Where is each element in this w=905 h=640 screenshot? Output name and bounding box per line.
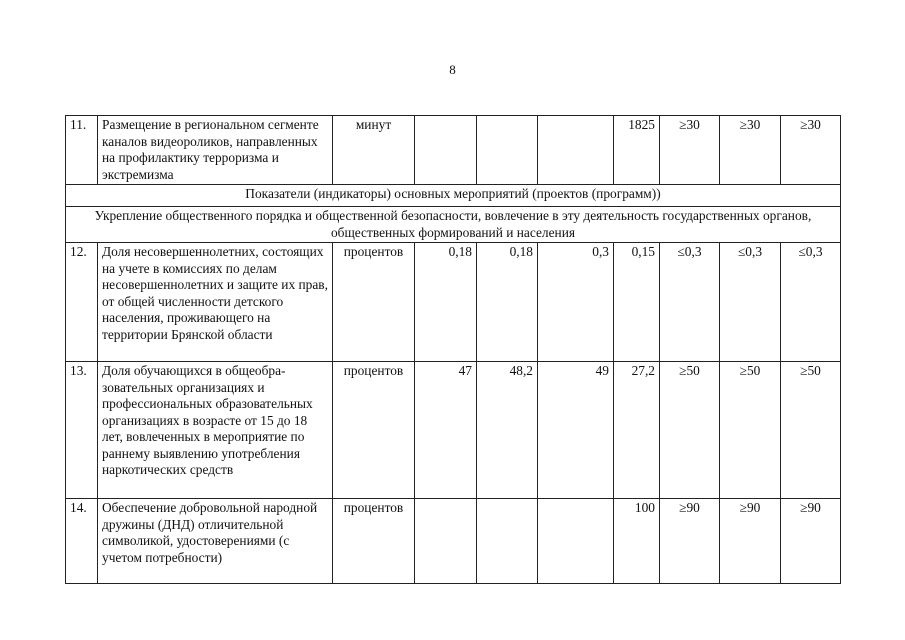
target-cell: ≥30 bbox=[781, 116, 841, 185]
value-cell: 100 bbox=[614, 499, 660, 584]
section-title: Показатели (индикаторы) основных мероприятий (проектов (программ)) bbox=[66, 185, 841, 207]
section-subtitle-row bbox=[66, 207, 841, 243]
table-row bbox=[66, 362, 841, 499]
table-row bbox=[66, 243, 841, 362]
value-cell bbox=[538, 116, 614, 185]
value-cell: 0,15 bbox=[614, 243, 660, 362]
unit-cell: процентов bbox=[333, 243, 415, 362]
indicator-name: Обеспечение добровольной народной дружины (ДНД) отличительной символикой, удостоверениями (с учетом потребности) bbox=[98, 499, 333, 584]
value-cell bbox=[538, 499, 614, 584]
table-row bbox=[66, 499, 841, 584]
value-cell: 1825 bbox=[614, 116, 660, 185]
value-cell bbox=[477, 116, 538, 185]
value-cell bbox=[415, 116, 477, 185]
target-cell: ≥50 bbox=[720, 362, 781, 499]
table-row bbox=[66, 116, 841, 185]
target-cell: ≥90 bbox=[720, 499, 781, 584]
target-cell: ≤0,3 bbox=[660, 243, 720, 362]
target-cell: ≥30 bbox=[660, 116, 720, 185]
value-cell: 47 bbox=[415, 362, 477, 499]
target-cell: ≥50 bbox=[781, 362, 841, 499]
target-cell: ≥30 bbox=[720, 116, 781, 185]
row-number: 11. bbox=[66, 116, 98, 185]
value-cell: 49 bbox=[538, 362, 614, 499]
unit-cell: минут bbox=[333, 116, 415, 185]
target-cell: ≤0,3 bbox=[781, 243, 841, 362]
row-number: 13. bbox=[66, 362, 98, 499]
indicator-name: Доля несовершеннолетних, состоящих на учете в комиссиях по делам несовершеннолетних и защите их прав, от общей численности детского населения, проживающего на территории Брянской области bbox=[98, 243, 333, 362]
value-cell bbox=[415, 499, 477, 584]
row-number: 14. bbox=[66, 499, 98, 584]
indicators-table bbox=[65, 115, 841, 584]
target-cell: ≥90 bbox=[781, 499, 841, 584]
target-cell: ≥50 bbox=[660, 362, 720, 499]
value-cell: 48,2 bbox=[477, 362, 538, 499]
value-cell: 27,2 bbox=[614, 362, 660, 499]
value-cell: 0,3 bbox=[538, 243, 614, 362]
section-subtitle: Укрепление общественного порядка и общественной безопасности, вовлечение в эту деятельность государственных органов, общественных формирований и населения bbox=[66, 207, 841, 243]
indicator-name: Размещение в региональном сегменте каналов видеороликов, направленных на профилактику терроризма и экстремизма bbox=[98, 116, 333, 185]
unit-cell: процентов bbox=[333, 362, 415, 499]
row-number: 12. bbox=[66, 243, 98, 362]
value-cell: 0,18 bbox=[477, 243, 538, 362]
value-cell: 0,18 bbox=[415, 243, 477, 362]
target-cell: ≤0,3 bbox=[720, 243, 781, 362]
section-title-row bbox=[66, 185, 841, 207]
page-number: 8 bbox=[449, 62, 456, 77]
unit-cell: процентов bbox=[333, 499, 415, 584]
indicator-name: Доля обучающихся в общеобразовательных организациях и профессиональных образовательных организациях в возрасте от 15 до 18 лет, вовлеченных в мероприятие по раннему выявлению употребления наркотических средств bbox=[98, 362, 333, 499]
value-cell bbox=[477, 499, 538, 584]
target-cell: ≥90 bbox=[660, 499, 720, 584]
